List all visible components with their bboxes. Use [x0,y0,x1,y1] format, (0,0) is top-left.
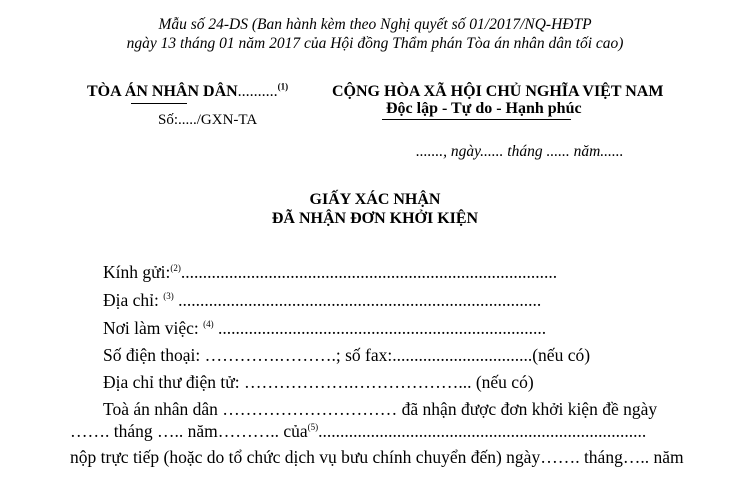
republic-motto: Độc lập - Tự do - Hạnh phúc [386,100,582,117]
field-dia-chi-label: Địa chỉ: [103,290,164,310]
form-header-line-2: ngày 13 tháng 01 năm 2017 của Hội đồng Thẩm phán Tòa án nhân dân tối cao) [126,35,624,52]
paragraph-dots: ........................................................................... [318,421,647,441]
paragraph-toa-an-line-3: nộp trực tiếp (hoặc do tổ chức dịch vụ bưu chính chuyển đến) ngày……. tháng….. năm [70,447,684,467]
document-subtitle: ĐÃ NHẬN ĐƠN KHỞI KIỆN [271,210,479,227]
paragraph-date-text: ……. tháng ….. năm……….. của [70,421,308,441]
paragraph-toa-an-line-2 [70,421,646,442]
field-noi-lam-viec-label: Nơi làm việc: [103,318,204,338]
field-kinh-gui-note: (2) [170,263,181,274]
court-name-dots: .......... [237,83,278,100]
field-kinh-gui-label: Kính gửi: [103,262,171,282]
field-dia-chi [103,290,541,311]
document-title: GIẤY XÁC NHẬN [309,191,441,208]
field-phone-fax: Số điện thoại: ………….……….; số fax:................................(nếu có) [103,345,591,365]
document-number: Số:...../GXN-TA [158,112,258,128]
field-email: Địa chỉ thư điện tử: ……………….………………... (nếu có) [103,372,534,392]
issue-date: ......., ngày...... tháng ...... năm...... [416,143,624,160]
field-dia-chi-note: (3) [163,291,174,302]
field-dia-chi-dots: ................................................................................... [173,290,542,310]
form-header-line-1: Mẫu số 24-DS (Ban hành kèm theo Nghị quyết số 01/2017/NQ-HĐTP [158,16,592,33]
court-note: (1) [277,81,289,92]
court-name-text: TÒA ÁN NHÂN DÂN [87,83,238,100]
field-noi-lam-viec-note: (4) [203,319,214,330]
field-kinh-gui-dots: ...................................................................................... [180,262,558,282]
field-noi-lam-viec-dots: ........................................................................... [213,318,547,338]
court-name [87,83,288,101]
field-kinh-gui [103,262,557,283]
republic-name: CỘNG HÒA XÃ HỘI CHỦ NGHĨA VIỆT NAM [332,83,664,100]
court-underline [131,103,187,104]
motto-underline [382,119,571,120]
paragraph-toa-an-line-1: Toà án nhân dân ………………………… đã nhận được đơn khởi kiện đề ngày [103,399,658,419]
field-noi-lam-viec [103,318,546,339]
paragraph-note: (5) [307,422,319,433]
